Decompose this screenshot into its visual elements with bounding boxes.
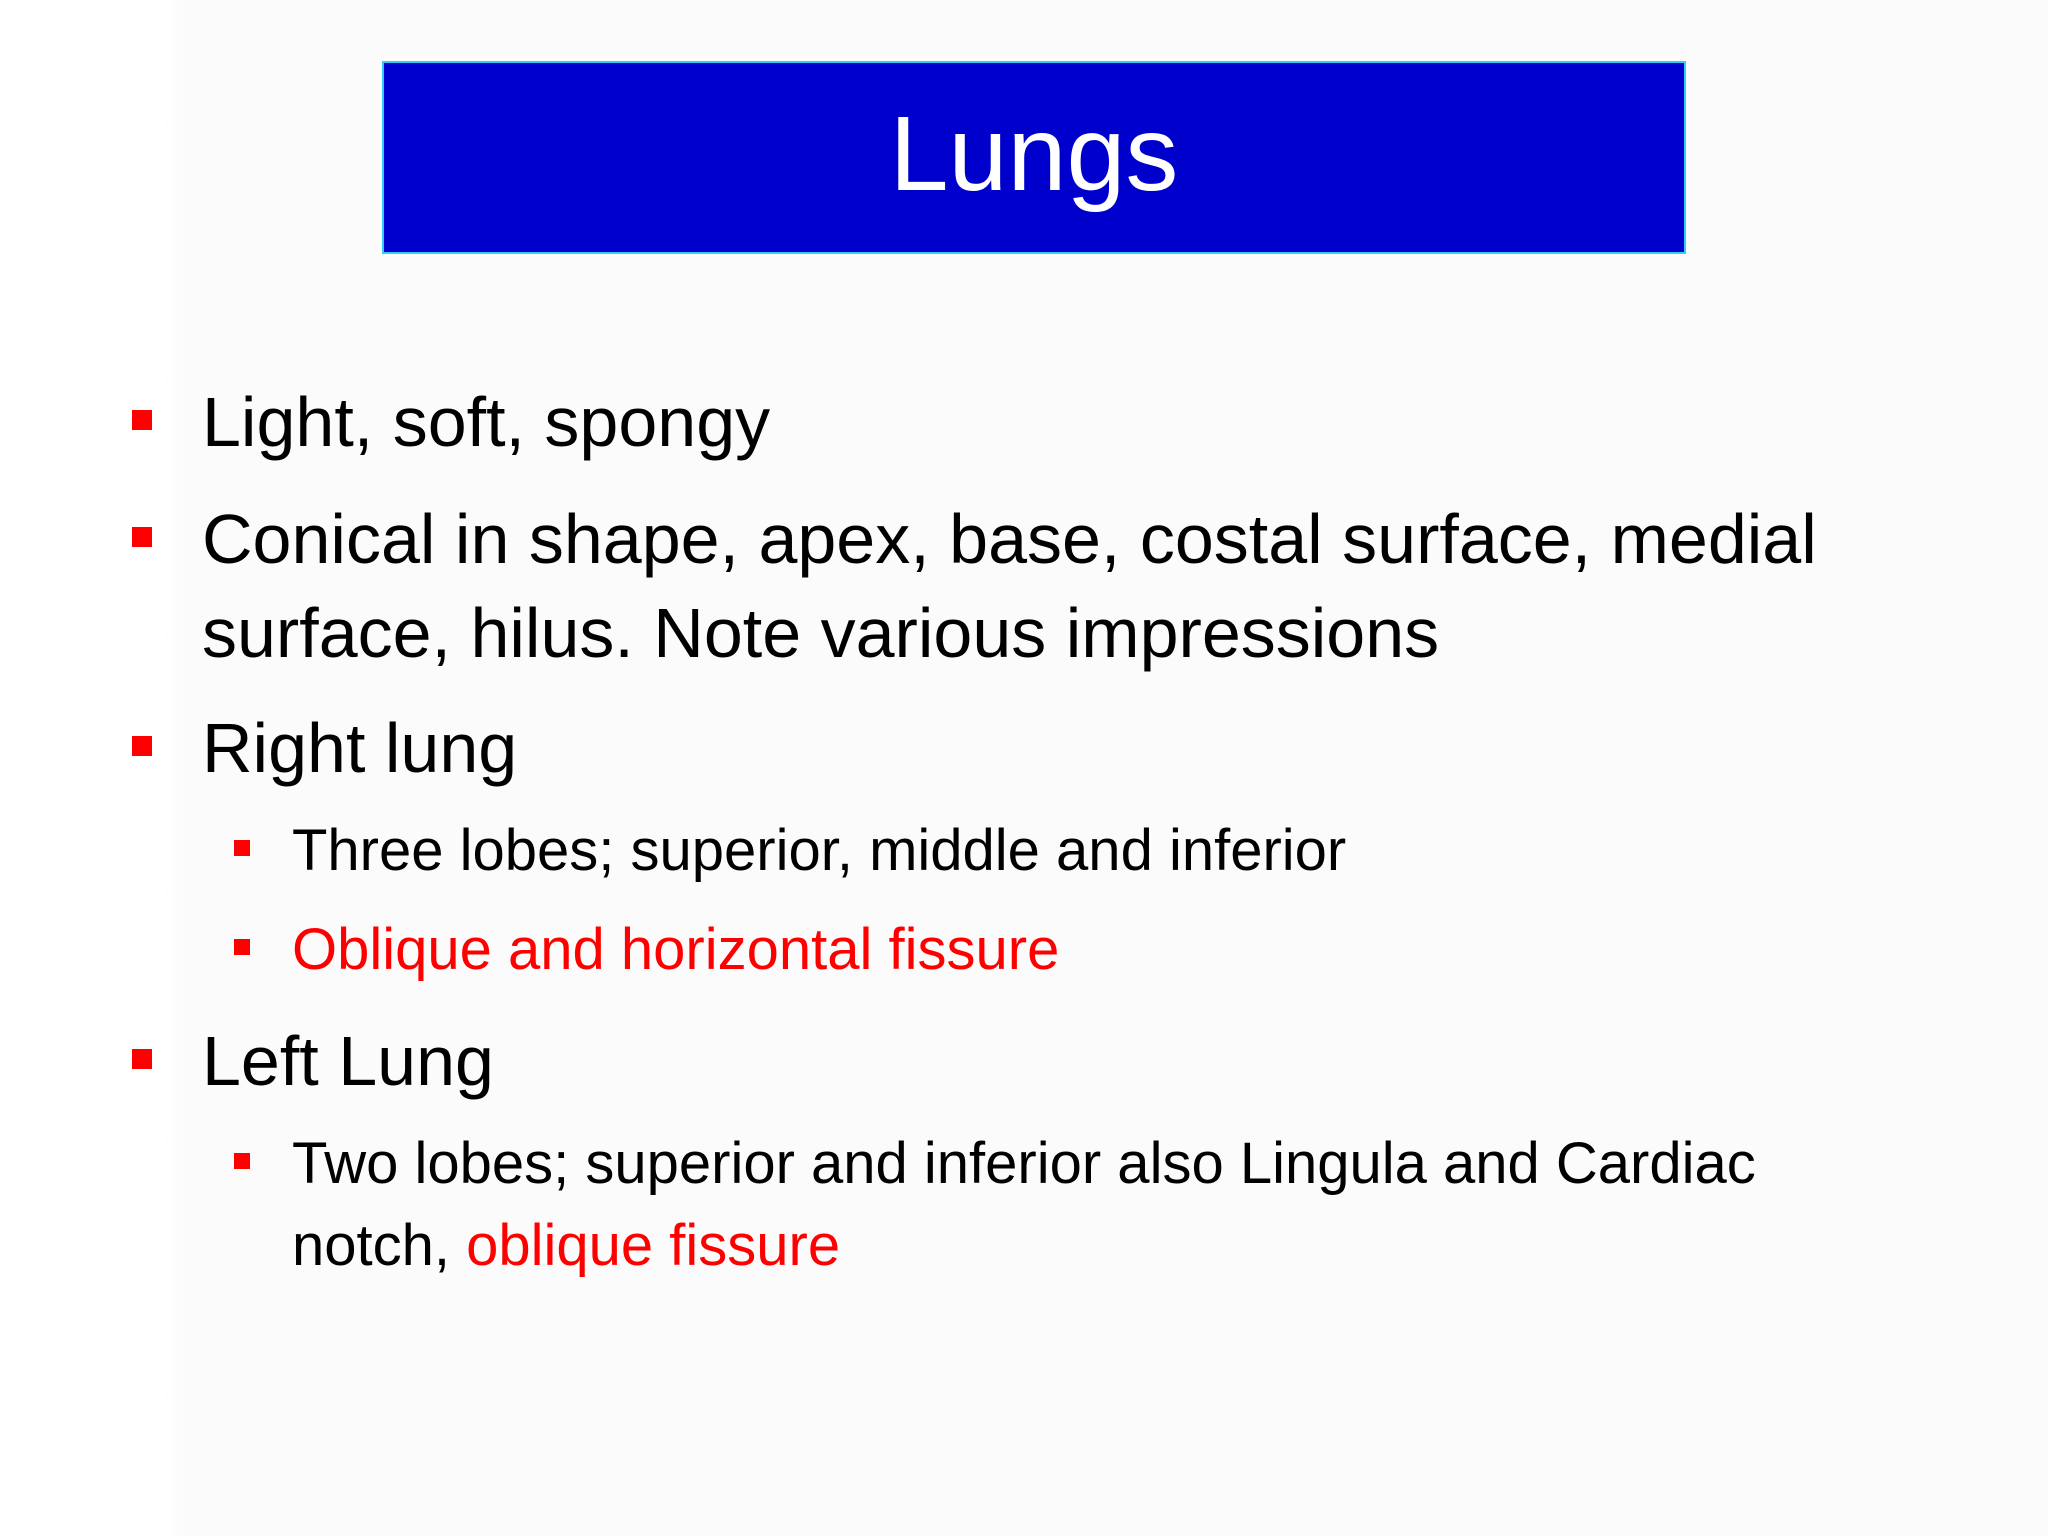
bullet-marker — [132, 1049, 152, 1069]
sub-bullet-marker — [234, 840, 250, 856]
bullet-text: Right lung — [202, 709, 518, 787]
sub-bullet-marker — [234, 1153, 250, 1169]
sub-bullet-text-prefix: notch, — [292, 1213, 467, 1278]
bullet-text: Light, soft, spongy — [202, 383, 771, 461]
bullet-marker — [132, 736, 152, 756]
bullet-text-line1: Conical in shape, apex, base, costal surface, medial — [202, 500, 1817, 578]
sub-bullet-text-line2 — [292, 1205, 840, 1287]
sub-bullet-text-highlight: oblique fissure — [466, 1213, 841, 1278]
sub-bullet-text-line1: Two lobes; superior and inferior also Lingula and Cardiac — [292, 1131, 1756, 1196]
sub-bullet-text-highlight: Oblique and horizontal fissure — [292, 917, 1060, 982]
sub-bullet-text: Three lobes; superior, middle and inferior — [292, 818, 1347, 883]
title-banner — [382, 61, 1686, 254]
bullet-text: Left Lung — [202, 1022, 494, 1100]
slide-title: Lungs — [889, 94, 1179, 213]
sub-bullet-marker — [234, 939, 250, 955]
bullet-text-line2: surface, hilus. Note various impressions — [202, 594, 1440, 672]
bullet-marker — [132, 527, 152, 547]
bullet-marker — [132, 410, 152, 430]
